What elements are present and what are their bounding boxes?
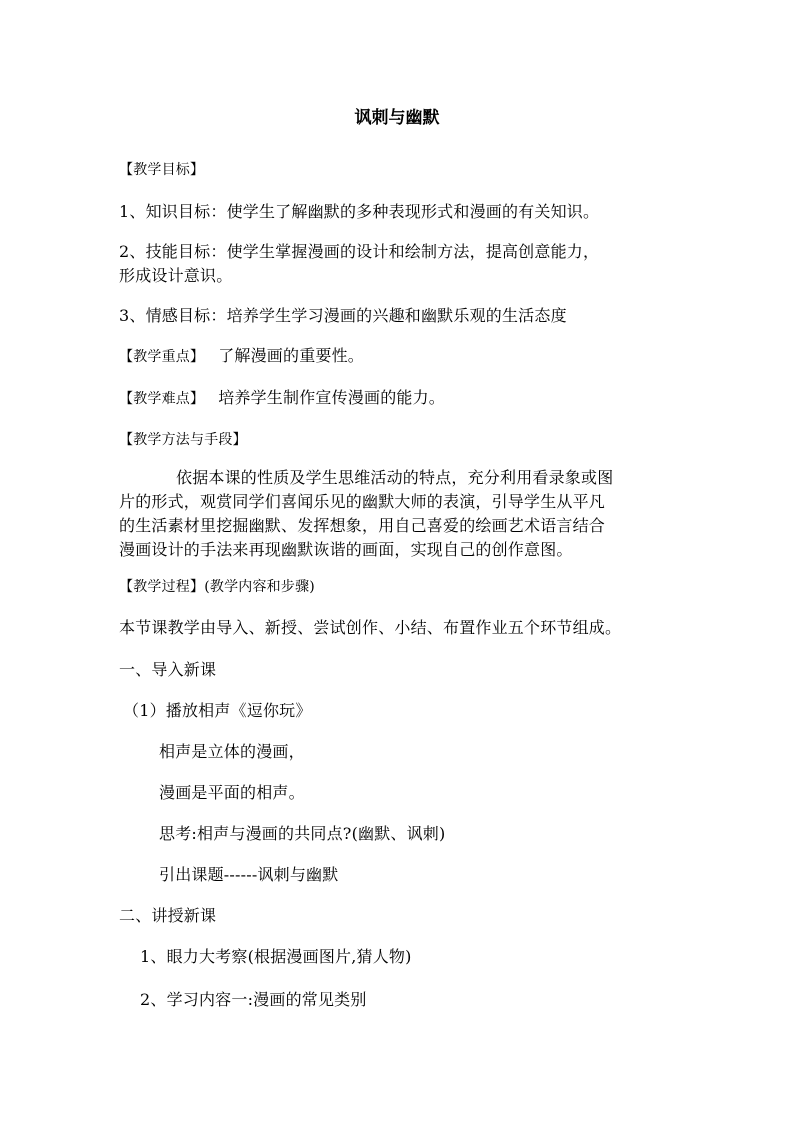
objective-emotion: 3、情感目标：培养学生学习漫画的兴趣和幽默乐观的生活态度 [119,306,567,325]
methods-line: 的生活素材里挖掘幽默、发挥想象，用自己喜爱的绘画艺术语言结合 [119,516,606,535]
objective-skill: 2、技能目标：使学生掌握漫画的设计和绘制方法，提高创意能力， [119,242,600,261]
section1-line: 思考:相声与漫画的共同点?(幽默、讽刺) [159,824,446,843]
difficulty-text: 培养学生制作宣传漫画的能力。 [218,388,446,407]
methods-line: 依据本课的性质及学生思维活动的特点，充分利用看录象或图 [176,468,614,487]
process-heading: 【教学过程】 [119,579,205,595]
section2-item: 1、眼力大考察(根据漫画图片,猜人物) [140,947,412,966]
objective-skill-cont: 形成设计意识。 [119,266,233,285]
key-point-text: 了解漫画的重要性。 [218,346,365,365]
section2-title: 二、讲授新课 [119,906,217,925]
section1-title: 一、导入新课 [119,660,217,679]
difficulty-row [119,386,445,411]
process-heading-note: (教学内容和步骤) [204,579,315,595]
section1-line: 漫画是平面的相声。 [159,783,305,802]
methods-line: 片的形式，观赏同学们喜闻乐见的幽默大师的表演，引导学生从平凡 [119,492,606,511]
key-point-heading: 【教学重点】 [119,349,205,365]
section2-item: 2、学习内容一:漫画的常见类别 [140,990,367,1009]
methods-paragraph [119,466,679,562]
section1-line: 引出课题------讽刺与幽默 [159,865,339,884]
difficulty-heading: 【教学难点】 [119,391,205,407]
section1-sub1: （1）播放相声《逗你玩》 [123,701,312,720]
methods-heading: 【教学方法与手段】 [119,432,247,448]
document-title: 讽刺与幽默 [354,108,440,128]
key-point-row [119,344,364,369]
objectives-heading: 【教学目标】 [119,162,205,178]
process-heading-row [119,574,315,599]
objective-knowledge: 1、知识目标：使学生了解幽默的多种表现形式和漫画的有关知识。 [119,202,600,221]
process-intro: 本节课教学由导入、新授、尝试创作、小结、布置作业五个环节组成。 [119,618,622,637]
methods-line: 漫画设计的手法来再现幽默诙谐的画面，实现自己的创作意图。 [119,540,573,559]
section1-line: 相声是立体的漫画， [159,742,305,761]
